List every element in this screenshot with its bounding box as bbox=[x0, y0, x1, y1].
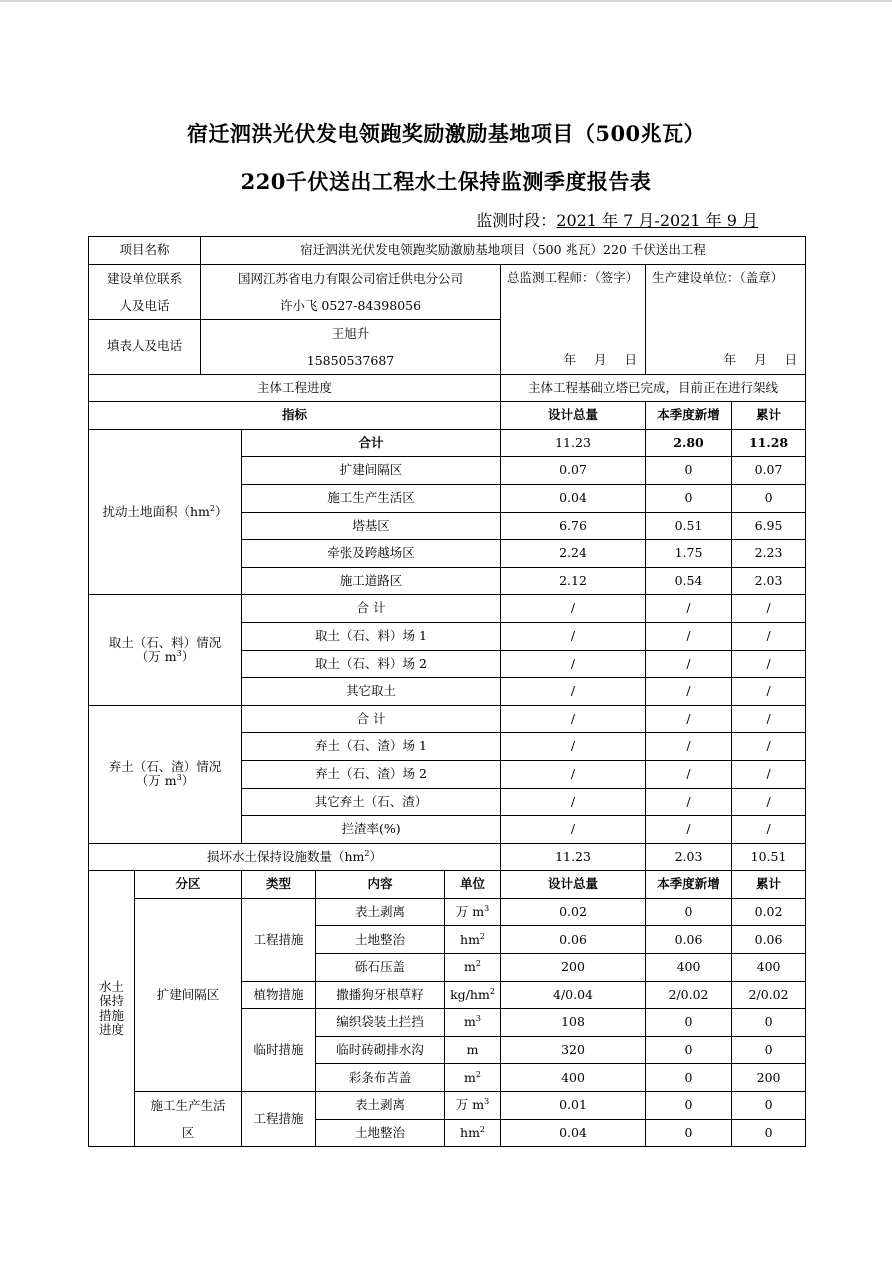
damaged-label-text: 损坏水土保持设施数量（hm bbox=[207, 848, 365, 864]
measure-cum: 200 bbox=[732, 1064, 806, 1092]
progress-label: 主体工程进度 bbox=[89, 374, 501, 402]
borrow-row-new: / bbox=[646, 622, 732, 650]
report-title-line-1: 宿迁泗洪光伏发电领跑奖励激励基地项目（500兆瓦） bbox=[186, 121, 706, 146]
spoil-row-cum: / bbox=[732, 760, 806, 788]
borrow-row-name: 取土（石、料）场 2 bbox=[242, 650, 501, 678]
content-header: 内容 bbox=[316, 871, 445, 899]
disturbed-row-design: 2.24 bbox=[501, 540, 646, 568]
disturbed-row-name: 塔基区 bbox=[242, 512, 501, 540]
disturbed-row-new: 2.80 bbox=[646, 429, 732, 457]
measures-group-label-line: 进度 bbox=[98, 1022, 124, 1038]
measure-design: 200 bbox=[501, 954, 646, 982]
spoil-row-name: 弃土（石、渣）场 2 bbox=[242, 760, 501, 788]
chief-engineer-label: 总监测工程师：（签字） bbox=[507, 269, 639, 285]
measure-unit: 万 $m^3$ bbox=[445, 1092, 501, 1120]
spoil-row-design: / bbox=[501, 788, 646, 816]
spoil-row-design: / bbox=[501, 705, 646, 733]
disturbed-row-design: 0.07 bbox=[501, 457, 646, 485]
cumulative-header: 累计 bbox=[732, 871, 806, 899]
zone-expansion-bay: 扩建间隔区 bbox=[135, 898, 242, 1091]
borrow-row-cum: / bbox=[732, 650, 806, 678]
measure-content: 编织袋装土拦挡 bbox=[316, 1009, 445, 1037]
production-unit-seal-cell bbox=[646, 264, 806, 374]
measure-design: 320 bbox=[501, 1036, 646, 1064]
project-name-label: 项目名称 bbox=[89, 237, 201, 265]
measure-cum: 0 bbox=[732, 1092, 806, 1120]
spoil-group-label-line-1: 弃土（石、渣）情况 bbox=[108, 758, 222, 774]
builder-label-line-2: 人及电话 bbox=[119, 297, 170, 313]
spoil-row-name: 弃土（石、渣）场 1 bbox=[242, 733, 501, 761]
builder-label-line-1: 建设单位联系 bbox=[107, 270, 183, 286]
borrow-row-new: / bbox=[646, 678, 732, 706]
zone-header: 分区 bbox=[135, 871, 242, 899]
builder-contact: 许小飞 0527-84398056 bbox=[279, 297, 422, 313]
disturbed-row-name: 施工道路区 bbox=[242, 567, 501, 595]
damaged-design: 11.23 bbox=[501, 843, 646, 871]
measure-unit: $kg/hm^2$ bbox=[445, 981, 501, 1009]
design-total-header: 设计总量 bbox=[501, 402, 646, 430]
monitoring-period-value: 2021 年 7 月-2021 年 9 月 bbox=[556, 211, 758, 230]
spoil-row-cum: / bbox=[732, 705, 806, 733]
filler-label: 填表人及电话 bbox=[89, 319, 201, 374]
measure-row bbox=[89, 1092, 806, 1120]
spoil-row-cum: / bbox=[732, 788, 806, 816]
disturbed-row-cum: 0.07 bbox=[732, 457, 806, 485]
measure-cum: 400 bbox=[732, 954, 806, 982]
cumulative-header: 累计 bbox=[732, 402, 806, 430]
filler-phone: 15850537687 bbox=[306, 352, 395, 368]
measure-content: 撒播狗牙根草籽 bbox=[316, 981, 445, 1009]
measure-unit-text: 万 m bbox=[455, 1097, 485, 1113]
measure-unit-text: hm bbox=[460, 1124, 480, 1140]
measure-content: 彩条布苫盖 bbox=[316, 1064, 445, 1092]
unit-header: 单位 bbox=[445, 871, 501, 899]
measure-new: 0.06 bbox=[646, 926, 732, 954]
measure-content: 土地整治 bbox=[316, 926, 445, 954]
production-unit-date: 年 月 日 bbox=[723, 352, 798, 368]
spoil-row-name: 合 计 bbox=[242, 705, 501, 733]
measure-new: 0 bbox=[646, 1036, 732, 1064]
measure-unit: 万 $m^3$ bbox=[445, 898, 501, 926]
damaged-row bbox=[89, 843, 806, 871]
spoil-row-name: 拦渣率(%) bbox=[242, 816, 501, 844]
disturbed-row-cum: 11.28 bbox=[732, 429, 806, 457]
chief-engineer-date: 年 月 日 bbox=[563, 352, 638, 368]
filler-name: 王旭升 bbox=[331, 325, 370, 341]
measure-content: 砾石压盖 bbox=[316, 954, 445, 982]
measure-content: 临时砖砌排水沟 bbox=[316, 1036, 445, 1064]
measure-design: 400 bbox=[501, 1064, 646, 1092]
measure-unit: $m^2$ bbox=[445, 954, 501, 982]
damaged-label: 损坏水土保持设施数量$(hm^2)$ bbox=[89, 843, 501, 871]
disturbed-row-cum: 2.03 bbox=[732, 567, 806, 595]
measures-header-row bbox=[89, 871, 806, 899]
disturbed-row-name: 施工生产生活区 bbox=[242, 484, 501, 512]
measure-cum: 0 bbox=[732, 1036, 806, 1064]
borrow-row-name: 合 计 bbox=[242, 595, 501, 623]
disturbed-row-design: 2.12 bbox=[501, 567, 646, 595]
measure-design: 4/0.04 bbox=[501, 981, 646, 1009]
spoil-row-design: / bbox=[501, 816, 646, 844]
report-title-line-2: 220千伏送出工程水土保持监测季度报告表 bbox=[240, 169, 652, 194]
production-unit-label: 生产建设单位：（盖章） bbox=[652, 269, 784, 285]
spoil-row-name: 其它弃土（石、渣） bbox=[242, 788, 501, 816]
borrow-row-cum: / bbox=[732, 678, 806, 706]
borrow-row-design: / bbox=[501, 650, 646, 678]
damaged-new: 2.03 bbox=[646, 843, 732, 871]
measure-unit: $hm^2$ bbox=[445, 926, 501, 954]
measure-unit: $hm^2$ bbox=[445, 1119, 501, 1147]
type-header: 类型 bbox=[242, 871, 316, 899]
disturbed-row-new: 0.54 bbox=[646, 567, 732, 595]
measures-group-label-line: 水土 bbox=[98, 979, 124, 994]
measure-design: 0.04 bbox=[501, 1119, 646, 1147]
filler-info bbox=[201, 319, 501, 374]
spoil-row-new: / bbox=[646, 760, 732, 788]
borrow-row-name: 取土（石、料）场 1 bbox=[242, 622, 501, 650]
disturbed-row-design: 6.76 bbox=[501, 512, 646, 540]
measure-new: 0 bbox=[646, 1092, 732, 1120]
measure-new: 400 bbox=[646, 954, 732, 982]
borrow-row-design: / bbox=[501, 678, 646, 706]
disturbed-row-cum: 6.95 bbox=[732, 512, 806, 540]
measure-content: 土地整治 bbox=[316, 1119, 445, 1147]
measure-unit: $m^2$ bbox=[445, 1064, 501, 1092]
disturbed-row-cum: 2.23 bbox=[732, 540, 806, 568]
measure-cum: 2/0.02 bbox=[732, 981, 806, 1009]
borrow-row-design: / bbox=[501, 622, 646, 650]
spoil-row-cum: / bbox=[732, 816, 806, 844]
type-plant: 植物措施 bbox=[242, 981, 316, 1009]
measure-unit: m bbox=[445, 1036, 501, 1064]
measure-cum: 0.06 bbox=[732, 926, 806, 954]
borrow-row bbox=[89, 595, 806, 623]
borrow-row-new: / bbox=[646, 650, 732, 678]
spoil-group-label-line-2: （万 $m^3$） bbox=[135, 773, 195, 789]
damaged-cum: 10.51 bbox=[732, 843, 806, 871]
measure-content: 表土剥离 bbox=[316, 898, 445, 926]
measures-group-label-line: 保持 bbox=[98, 993, 124, 1009]
disturbed-row-cum: 0 bbox=[732, 484, 806, 512]
borrow-row-cum: / bbox=[732, 595, 806, 623]
measure-new: 0 bbox=[646, 1064, 732, 1092]
borrow-group-label-line-2: （万 $m^3$） bbox=[135, 648, 195, 665]
disturbed-row-new: 1.75 bbox=[646, 540, 732, 568]
disturbed-row-design: 11.23 bbox=[501, 429, 646, 457]
disturbed-row-design: 0.04 bbox=[501, 484, 646, 512]
new-this-quarter-header: 本季度新增 bbox=[646, 402, 732, 430]
measure-content: 表土剥离 bbox=[316, 1092, 445, 1120]
project-name-row bbox=[89, 237, 806, 265]
borrow-group-label-line-2-text: （万 m bbox=[135, 649, 177, 665]
measure-new: 0 bbox=[646, 898, 732, 926]
chief-engineer-signature-cell bbox=[501, 264, 646, 374]
measure-cum: 0 bbox=[732, 1009, 806, 1037]
measure-cum: 0.02 bbox=[732, 898, 806, 926]
progress-value: 主体工程基础立塔已完成，目前正在进行架线 bbox=[501, 374, 806, 402]
disturbed-row-new: 0 bbox=[646, 457, 732, 485]
measure-new: 0 bbox=[646, 1009, 732, 1037]
new-this-quarter-header: 本季度新增 bbox=[646, 871, 732, 899]
borrow-group-label bbox=[89, 595, 242, 705]
page-top-edge bbox=[0, 0, 892, 2]
disturbed-row-name: 扩建间隔区 bbox=[242, 457, 501, 485]
measure-design: 0.06 bbox=[501, 926, 646, 954]
spoil-row-new: / bbox=[646, 816, 732, 844]
spoil-row-new: / bbox=[646, 733, 732, 761]
measure-unit-text: m bbox=[464, 1069, 476, 1085]
measure-design: 0.01 bbox=[501, 1092, 646, 1120]
borrow-group-label-line-1: 取土（石、料）情况 bbox=[108, 634, 222, 650]
borrow-row-name: 其它取土 bbox=[242, 678, 501, 706]
measure-design: 0.02 bbox=[501, 898, 646, 926]
measure-unit: $m^3$ bbox=[445, 1009, 501, 1037]
borrow-row-design: / bbox=[501, 595, 646, 623]
monitoring-report-table bbox=[88, 236, 806, 1147]
measure-design: 108 bbox=[501, 1009, 646, 1037]
spoil-group-label bbox=[89, 705, 242, 843]
spoil-row-cum: / bbox=[732, 733, 806, 761]
indicator-header-row bbox=[89, 402, 806, 430]
type-engineering: 工程措施 bbox=[242, 898, 316, 981]
design-total-header: 设计总量 bbox=[501, 871, 646, 899]
measure-row bbox=[89, 898, 806, 926]
measure-new: 2/0.02 bbox=[646, 981, 732, 1009]
monitoring-period-label: 监测时段： bbox=[476, 211, 557, 230]
spoil-row-design: / bbox=[501, 733, 646, 761]
type-temporary: 临时措施 bbox=[242, 1009, 316, 1092]
indicator-header: 指标 bbox=[89, 402, 501, 430]
disturbed-group-label-text: 扰动土地面积（hm bbox=[102, 503, 210, 519]
disturbed-row-new: 0 bbox=[646, 484, 732, 512]
builder-info bbox=[201, 264, 501, 319]
disturbed-row-name: 合计 bbox=[242, 429, 501, 457]
spoil-row-new: / bbox=[646, 788, 732, 816]
builder-label bbox=[89, 264, 201, 319]
measure-unit-text: m bbox=[464, 959, 476, 975]
borrow-row-cum: / bbox=[732, 622, 806, 650]
measure-cum: 0 bbox=[732, 1119, 806, 1147]
spoil-row-new: / bbox=[646, 705, 732, 733]
zone-2-line-1: 施工生产生活 bbox=[150, 1098, 226, 1114]
spoil-group-label-line-2-text: （万 m bbox=[135, 773, 177, 789]
measure-unit-text: hm bbox=[460, 931, 480, 947]
disturbed-row-new: 0.51 bbox=[646, 512, 732, 540]
measure-unit-text: 万 m bbox=[455, 903, 485, 919]
measures-group-label-line: 措施 bbox=[98, 1007, 124, 1023]
zone-2-line-2: 区 bbox=[181, 1125, 195, 1141]
type-engineering: 工程措施 bbox=[242, 1092, 316, 1147]
spoil-row-design: / bbox=[501, 760, 646, 788]
measures-group-label bbox=[89, 871, 135, 1147]
project-name-value: 宿迁泗洪光伏发电领跑奖励激励基地项目（500 兆瓦）220 千伏送出工程 bbox=[201, 237, 806, 265]
monitoring-period bbox=[476, 208, 758, 231]
measure-unit-text: kg/hm bbox=[450, 986, 490, 1002]
disturbed-row bbox=[89, 429, 806, 457]
measure-unit-text: m bbox=[464, 1014, 476, 1030]
progress-row bbox=[89, 374, 806, 402]
borrow-row-new: / bbox=[646, 595, 732, 623]
zone-construction-living bbox=[135, 1092, 242, 1147]
measure-new: 0 bbox=[646, 1119, 732, 1147]
spoil-row bbox=[89, 705, 806, 733]
disturbed-row-name: 牵张及跨越场区 bbox=[242, 540, 501, 568]
builder-org: 国网江苏省电力有限公司宿迁供电分公司 bbox=[238, 270, 464, 286]
disturbed-group-label: 扰动土地面积$(hm^2)$ bbox=[89, 429, 242, 595]
